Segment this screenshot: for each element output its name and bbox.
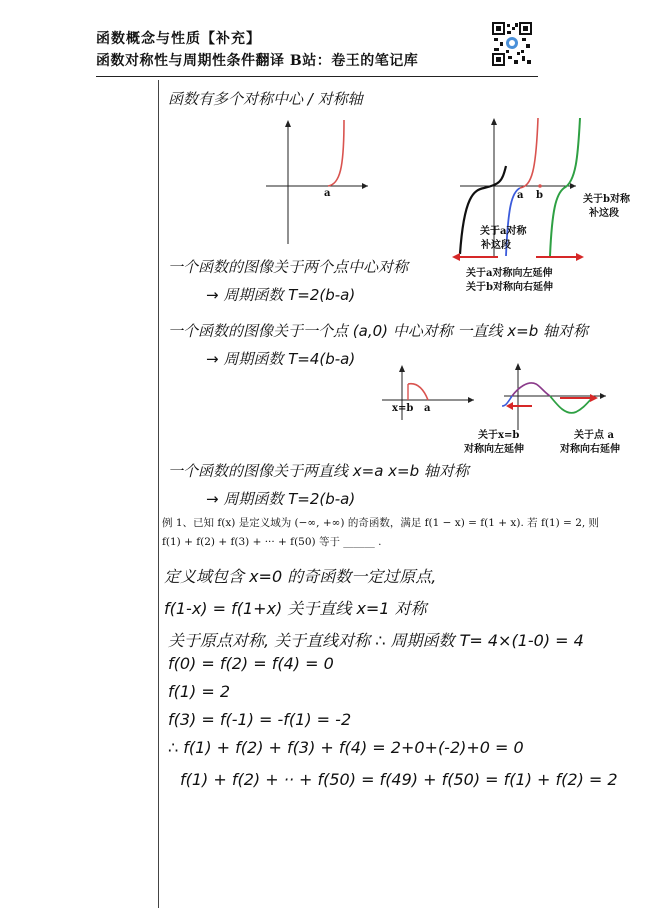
fig2-label-b: b: [536, 190, 543, 201]
case3-text: 一个函数的图像关于两直线 x=a x=b 轴对称: [168, 462, 469, 480]
fig4-right-title: 关于点 a: [574, 430, 614, 441]
solution-line-5: f(1) = 2: [168, 682, 231, 701]
fig4-left-sub: 对称向左延伸: [464, 444, 524, 455]
fig2-label-b-sym: 关于b对称: [583, 194, 630, 205]
fig3-label-xb: x=b: [392, 403, 414, 414]
qr-code-icon: [492, 22, 532, 66]
solution-line-3: 关于原点对称, 关于直线对称 ∴ 周期函数 T= 4×(1-0) = 4: [168, 631, 584, 650]
page-header: [96, 22, 536, 78]
figure-four-graph: [500, 362, 610, 432]
case1-text: 一个函数的图像关于两个点中心对称: [168, 258, 409, 276]
fig2-legend-left: 关于a对称向左延伸: [466, 268, 553, 279]
header-subtitle: 函数对称性与周期性条件翻译 B站：卷王的笔记库: [96, 53, 419, 69]
fig4-right-sub: 对称向右延伸: [560, 444, 620, 455]
fig2-label-a-fill: 补这段: [481, 240, 511, 251]
solution-line-6: f(3) = f(-1) = -f(1) = -2: [168, 710, 352, 729]
figure-one-graph: [262, 118, 372, 246]
fig2-label-b-fill: 补这段: [589, 208, 619, 219]
case1-result: → 周期函数 T=2(b-a): [206, 286, 356, 304]
fig3-label-a: a: [424, 403, 431, 414]
case2-result: → 周期函数 T=4(b-a): [206, 350, 356, 368]
header-divider: [96, 76, 538, 77]
notes-heading: 函数有多个对称中心 / 对称轴: [168, 90, 363, 108]
header-title: 函数概念与性质【补充】: [96, 31, 261, 47]
case3-result: → 周期函数 T=2(b-a): [206, 490, 356, 508]
solution-line-8: f(1) + f(2) + ·· + f(50) = f(49) + f(50) = f(1) + f(2) = 2: [180, 770, 618, 789]
solution-line-1: 定义域包含 x=0 的奇函数一定过原点,: [164, 567, 437, 586]
solution-line-2: f(1-x) = f(1+x) 关于直线 x=1 对称: [164, 599, 427, 618]
solution-line-7: ∴ f(1) + f(2) + f(3) + f(4) = 2+0+(-2)+0 = 0: [168, 738, 524, 757]
margin-line: [158, 80, 159, 908]
fig2-label-a: a: [517, 190, 524, 201]
example-line-1: 例 1、已知 f(x) 是定义域为 (−∞, +∞) 的奇函数，满足 f(1 − x) = f(1 + x). 若 f(1) = 2, 则: [162, 517, 600, 529]
example-line-2: f(1) + f(2) + f(3) + ··· + f(50) 等于 ______ .: [162, 536, 382, 548]
fig2-label-a-sym: 关于a对称: [480, 226, 527, 237]
fig2-legend-right: 关于b对称向右延伸: [466, 282, 553, 293]
case2-text: 一个函数的图像关于一个点 (a,0) 中心对称 一直线 x=b 轴对称: [168, 322, 589, 340]
solution-line-4: f(0) = f(2) = f(4) = 0: [168, 654, 334, 673]
fig4-left-title: 关于x=b: [478, 430, 520, 441]
fig2-arrows: [450, 250, 590, 264]
fig1-label-a: a: [324, 188, 331, 199]
figure-two-graph: [452, 116, 582, 262]
